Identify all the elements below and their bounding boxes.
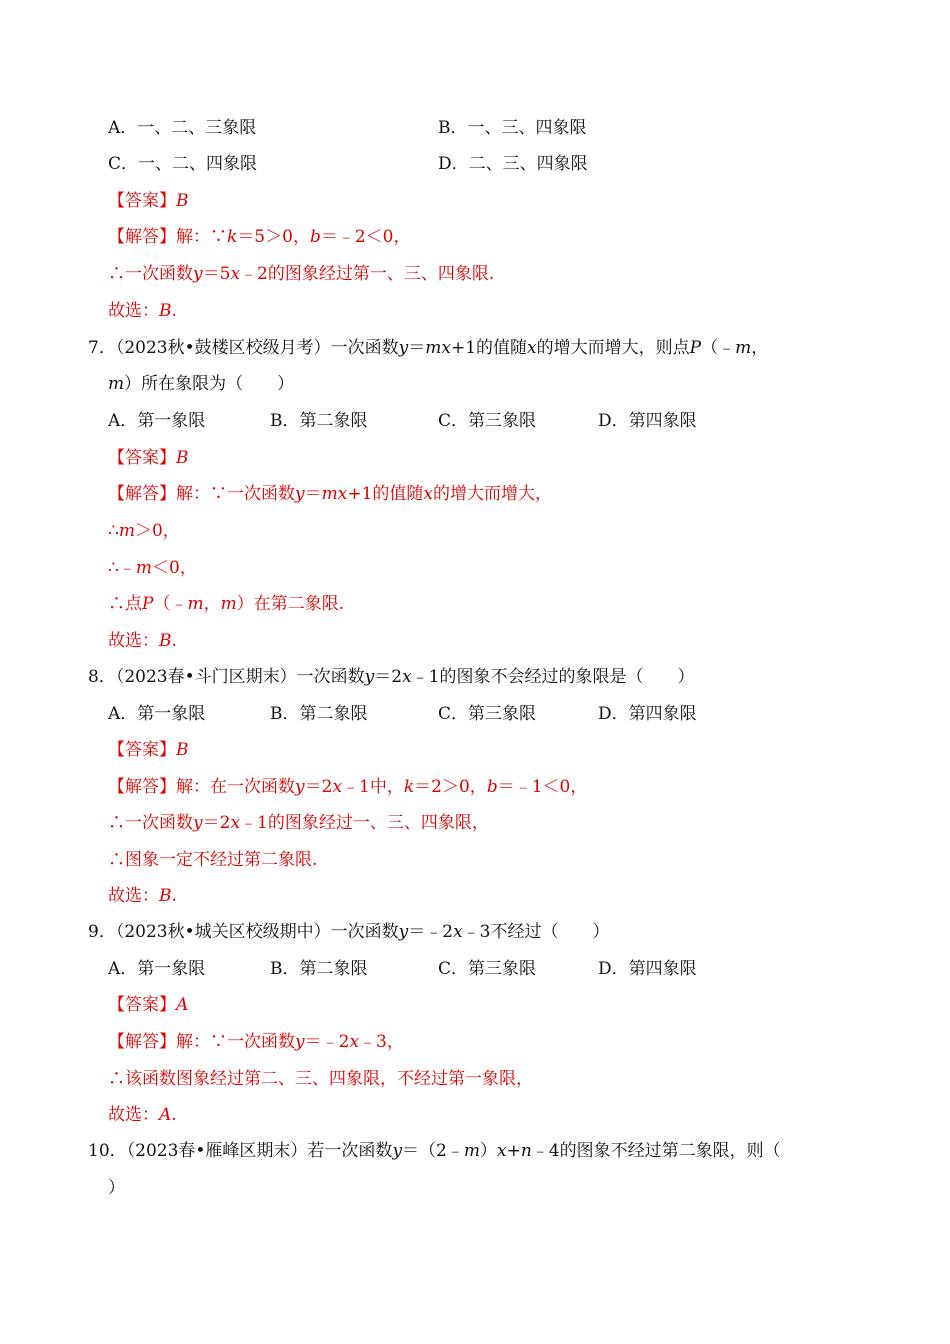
q9-stem: 9．（2023秋•城关区校级期中）一次函数y＝﹣2x﹣3不经过（ ）	[88, 922, 610, 942]
q7-option-d: D．第四象限	[598, 411, 697, 431]
q6-option-d: D．二、三、四象限	[438, 154, 588, 174]
q6-answer: 【答案】B	[108, 191, 189, 211]
q9-option-c: C．第三象限	[438, 959, 537, 979]
q8-stem: 8．（2023春•斗门区期末）一次函数y＝2x﹣1的图象不会经过的象限是（ ）	[88, 667, 695, 687]
q8-answer: 【答案】B	[108, 740, 189, 760]
q7-stem-line-1: 7．（2023秋•鼓楼区校级月考）一次函数y＝mx+1的值随x的增大而增大，则点P（﹣m，	[88, 338, 769, 358]
q10-stem-line-1: 10．（2023春•雁峰区期末）若一次函数y＝（2﹣m）x+n﹣4的图象不经过第二象限，则（	[88, 1141, 781, 1161]
q8-solution-line-3: ∴图象一定不经过第二象限.	[108, 850, 318, 870]
q8-solution-line-1: 【解答】解：在一次函数y＝2x﹣1中，k＝2＞0，b＝﹣1＜0，	[108, 777, 588, 797]
q7-option-c: C．第三象限	[438, 411, 537, 431]
q7-option-b: B．第二象限	[270, 411, 368, 431]
q6-option-c: C．一、二、四象限	[108, 154, 258, 174]
q7-choose: 故选：B.	[108, 631, 177, 651]
q8-option-c: C．第三象限	[438, 704, 537, 724]
q7-answer: 【答案】B	[108, 448, 189, 468]
q7-stem-line-2: m）所在象限为（ ）	[108, 374, 295, 394]
q8-option-d: D．第四象限	[598, 704, 697, 724]
q8-option-b: B．第二象限	[270, 704, 368, 724]
q7-option-a: A．第一象限	[108, 411, 206, 431]
q8-option-a: A．第一象限	[108, 704, 206, 724]
q9-solution-line-2: ∴该函数图象经过第二、三、四象限，不经过第一象限，	[108, 1069, 533, 1089]
q6-option-b: B．一、三、四象限	[438, 118, 587, 138]
q9-choose: 故选：A.	[108, 1105, 177, 1125]
q6-solution-line-1: 【解答】解：∵k＝5＞0，b＝﹣2＜0，	[108, 227, 411, 247]
q8-choose: 故选：B.	[108, 886, 177, 906]
q9-solution-line-1: 【解答】解：∵一次函数y＝﹣2x﹣3，	[108, 1032, 404, 1052]
q9-option-d: D．第四象限	[598, 959, 697, 979]
q10-stem-line-2: ）	[108, 1178, 125, 1198]
q6-option-a: A．一、二、三象限	[108, 118, 257, 138]
q9-option-a: A．第一象限	[108, 959, 206, 979]
q7-solution-line-4: ∴点P（﹣m，m）在第二象限.	[108, 594, 345, 614]
q8-solution-line-2: ∴一次函数y＝2x﹣1的图象经过一、三、四象限，	[108, 813, 489, 833]
q7-solution-line-1: 【解答】解：∵一次函数y＝mx+1的值随x的增大而增大，	[108, 484, 552, 504]
q7-solution-line-3: ∴﹣m＜0，	[108, 558, 197, 578]
q9-answer: 【答案】A	[108, 995, 189, 1015]
q6-solution-line-2: ∴一次函数y＝5x﹣2的图象经过第一、三、四象限.	[108, 264, 495, 284]
q6-choose: 故选：B.	[108, 301, 177, 321]
q7-solution-line-2: ∴m＞0，	[108, 521, 180, 541]
q9-option-b: B．第二象限	[270, 959, 368, 979]
